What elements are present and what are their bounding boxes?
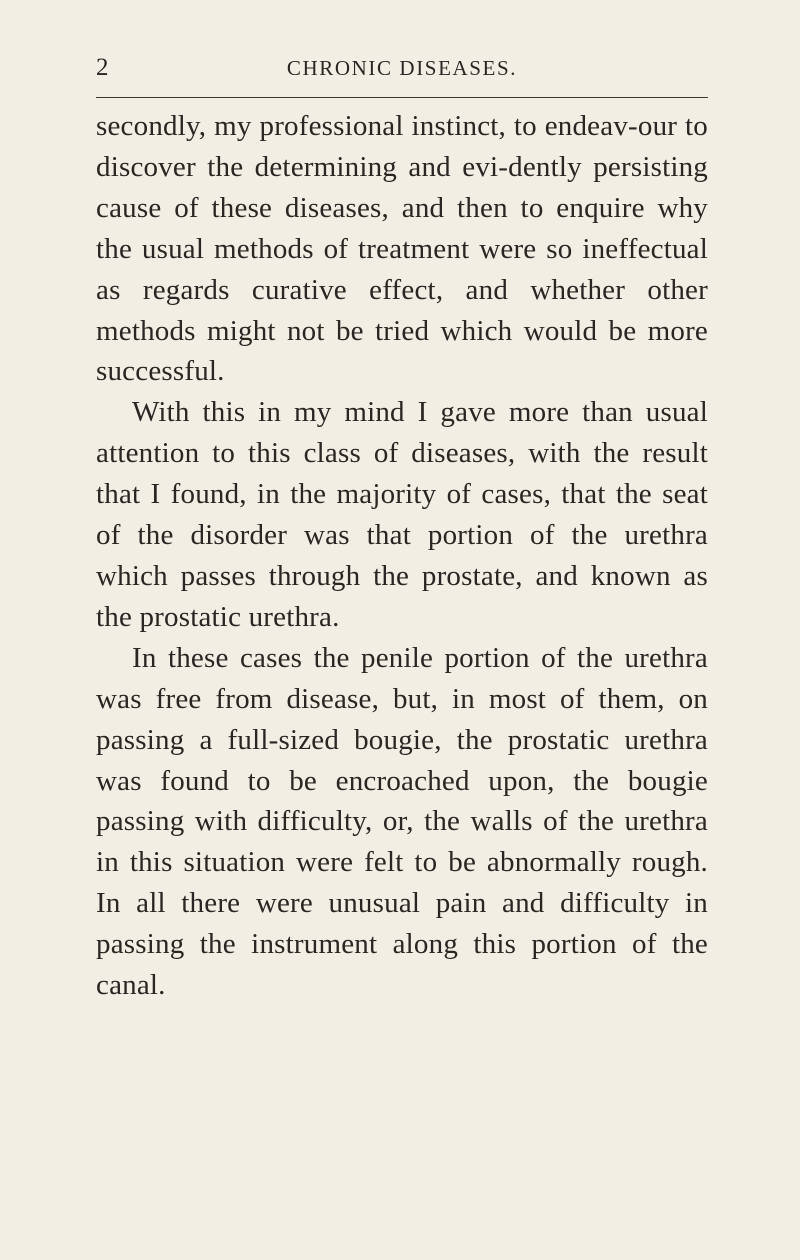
paragraph-2: With this in my mind I gave more than usual attention to this class of diseases, with the result that I found, in the majority of cases, that the seat of the disorder was that portion of the urethra which passes through the prostate, and known as the prostatic urethra. <box>96 396 708 633</box>
page-number: 2 <box>96 54 109 81</box>
paragraph-3: In these cases the penile portion of the urethra was free from disease, but, in most of them, on passing a full-sized bougie, the prostatic urethra was found to be encroached upon, the bougie passing with difficulty, or, the walls of the urethra in this situation were felt to be abnormally rough. In all there were unusual pain and difficulty in passing the instrument along this portion of the canal. <box>96 641 708 1002</box>
body-text <box>96 106 708 1006</box>
running-head: CHRONIC DISEASES. <box>286 56 518 80</box>
page-header <box>96 52 708 88</box>
header-rule <box>96 97 708 98</box>
paragraph-1: secondly, my professional instinct, to endeav-our to discover the determining and evi-dently persisting cause of these diseases, and then to enquire why the usual methods of treatment were so ineffectual as regards curative effect, and whether other methods might not be tried which would be more successful. <box>96 110 708 388</box>
